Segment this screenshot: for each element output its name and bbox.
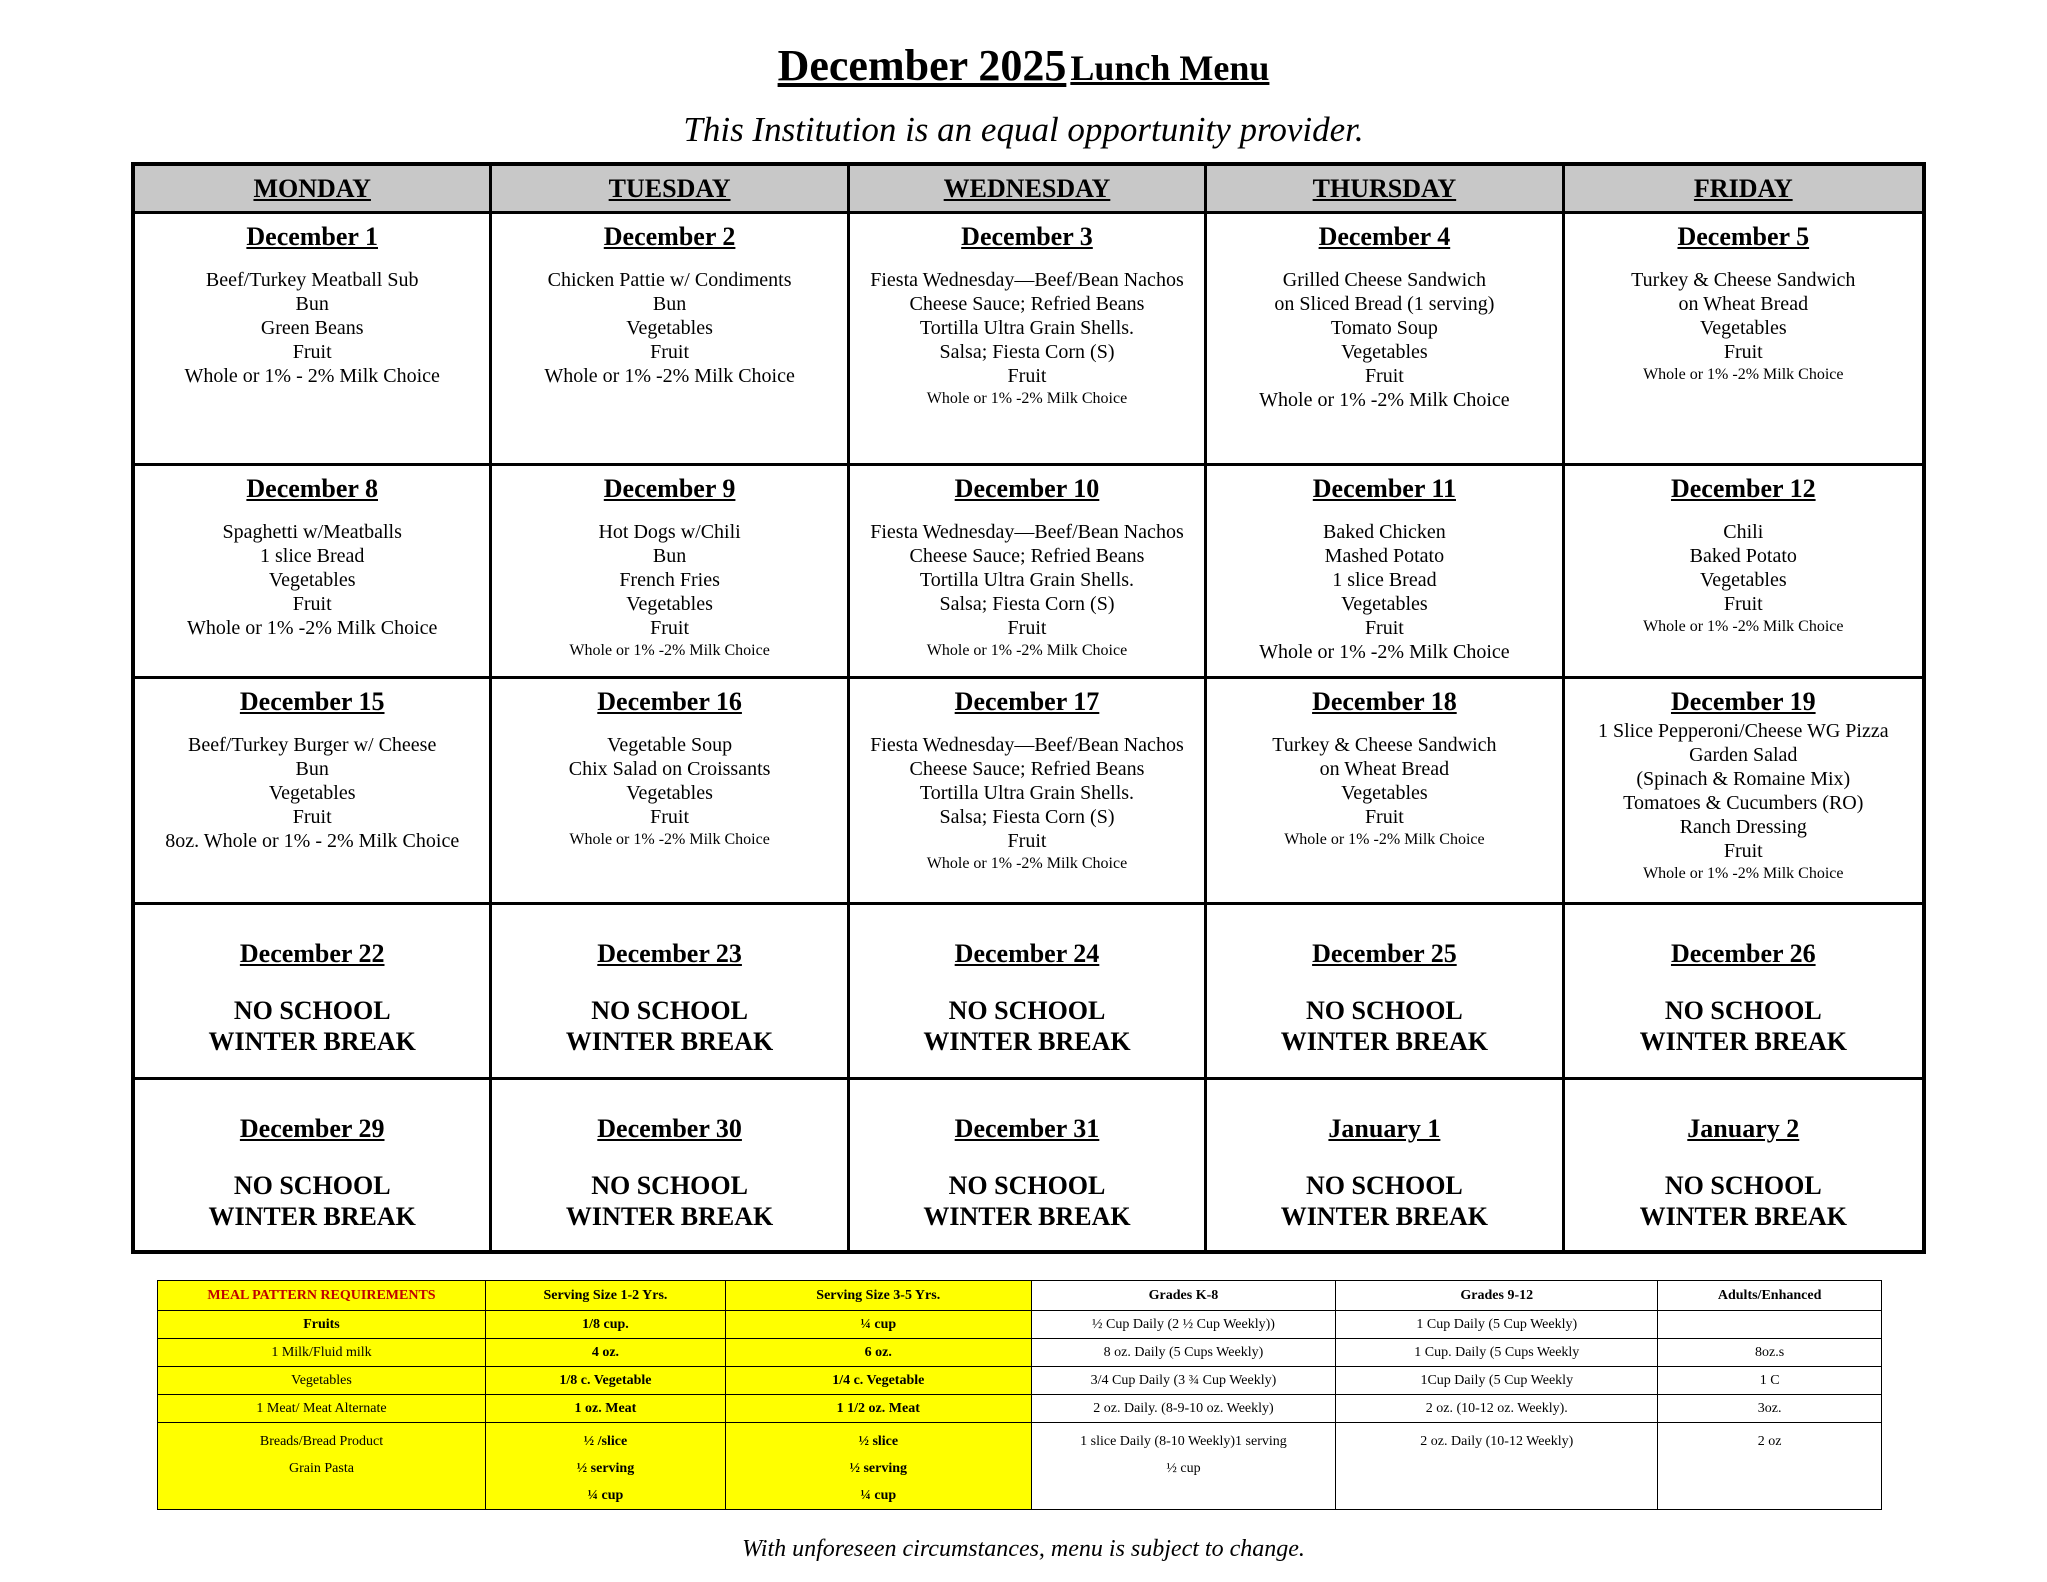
menu-item: on Sliced Bread (1 serving) xyxy=(1274,293,1495,315)
requirements-header-cell: Grades K-8 xyxy=(1031,1281,1336,1311)
day-header-label: FRIDAY xyxy=(1693,173,1793,203)
menu-day-cell xyxy=(1565,466,1922,679)
menu-item: Whole or 1% -2% Milk Choice xyxy=(1259,389,1510,411)
no-school-cell xyxy=(492,905,849,1080)
menu-item: Bun xyxy=(295,758,329,780)
menu-item: Fruit xyxy=(1007,365,1047,387)
menu-item: Fruit xyxy=(1364,806,1404,828)
menu-item: Baked Chicken xyxy=(1323,521,1446,543)
no-school-text: NO SCHOOL xyxy=(233,996,391,1025)
menu-day-cell xyxy=(135,679,492,905)
menu-item: Turkey & Cheese Sandwich xyxy=(1272,734,1497,756)
menu-item: Tortilla Ultra Grain Shells. xyxy=(919,782,1135,804)
menu-date: December 15 xyxy=(239,687,385,716)
menu-day-cell xyxy=(850,679,1207,905)
requirements-cell xyxy=(1658,1311,1882,1339)
menu-item: Baked Potato xyxy=(1689,545,1797,567)
milk-choice: Whole or 1% -2% Milk Choice xyxy=(926,642,1128,659)
day-header-wednesday xyxy=(850,166,1207,214)
menu-item: Salsa; Fiesta Corn (S) xyxy=(939,593,1115,615)
menu-item: Beef/Turkey Burger w/ Cheese xyxy=(188,734,437,756)
no-school-text: NO SCHOOL xyxy=(1664,996,1822,1025)
menu-date: December 3 xyxy=(961,222,1093,251)
menu-item: Mashed Potato xyxy=(1324,545,1445,567)
menu-item: Chili xyxy=(1723,521,1764,543)
menu-item: Fruit xyxy=(292,341,332,363)
no-school-text: WINTER BREAK xyxy=(1639,1202,1847,1231)
requirements-cell-line: ½ serving xyxy=(849,1461,908,1476)
menu-date: December 31 xyxy=(954,1114,1100,1143)
day-header-label: MONDAY xyxy=(253,173,371,203)
menu-item: Fruit xyxy=(650,806,690,828)
menu-day-cell xyxy=(1207,679,1564,905)
menu-day-cell xyxy=(850,466,1207,679)
menu-item: Bun xyxy=(295,293,329,315)
requirements-cell: 3oz. xyxy=(1658,1395,1882,1423)
menu-calendar xyxy=(131,162,1926,1254)
day-header-friday xyxy=(1565,166,1922,214)
menu-day-cell xyxy=(135,466,492,679)
menu-item: Tomatoes & Cucumbers (RO) xyxy=(1623,792,1864,814)
menu-date: December 22 xyxy=(239,939,385,968)
requirements-row xyxy=(158,1423,1882,1510)
requirements-cell: 1/8 cup. xyxy=(485,1311,725,1339)
day-header-label: WEDNESDAY xyxy=(943,173,1111,203)
page-subtitle: This Institution is an equal opportunity provider. xyxy=(683,110,1364,149)
menu-item: Whole or 1% -2% Milk Choice xyxy=(544,365,795,387)
menu-item: on Wheat Bread xyxy=(1319,758,1450,780)
menu-item: Vegetables xyxy=(626,317,713,339)
menu-date: December 12 xyxy=(1670,474,1816,503)
menu-date: December 9 xyxy=(603,474,736,503)
requirements-cell: Fruits xyxy=(158,1311,486,1339)
no-school-text: NO SCHOOL xyxy=(591,1171,748,1200)
menu-item: Chicken Pattie w/ Condiments xyxy=(547,269,792,291)
menu-item: Fruit xyxy=(1007,830,1047,852)
menu-item: 1 slice Bread xyxy=(1332,569,1437,591)
menu-item: Fiesta Wednesday—Beef/Bean Nachos xyxy=(870,269,1184,291)
milk-choice: Whole or 1% -2% Milk Choice xyxy=(569,831,770,848)
menu-item: Spaghetti w/Meatballs xyxy=(222,521,402,543)
menu-item: Fruit xyxy=(650,617,690,639)
menu-date: December 26 xyxy=(1670,939,1816,968)
page-title xyxy=(0,41,2047,90)
menu-date: December 8 xyxy=(246,474,378,503)
menu-item: Fruit xyxy=(1364,617,1404,639)
requirements-cell xyxy=(485,1423,725,1510)
menu-item: on Wheat Bread xyxy=(1678,293,1809,315)
menu-item: French Fries xyxy=(619,569,720,591)
requirements-cell: Vegetables xyxy=(158,1367,486,1395)
requirements-header-cell: Adults/Enhanced xyxy=(1658,1281,1882,1311)
menu-item: Fruit xyxy=(1723,341,1763,363)
requirements-header-cell: Serving Size 3-5 Yrs. xyxy=(725,1281,1031,1311)
menu-item: Fiesta Wednesday—Beef/Bean Nachos xyxy=(870,734,1184,756)
requirements-cell-line: ½ /slice xyxy=(583,1434,628,1449)
requirements-row xyxy=(158,1395,1882,1423)
no-school-cell xyxy=(1207,1080,1564,1250)
requirements-cell: 1 1/2 oz. Meat xyxy=(725,1395,1031,1423)
menu-item: Chix Salad on Croissants xyxy=(568,758,771,780)
requirements-row xyxy=(158,1367,1882,1395)
menu-day-cell xyxy=(1565,214,1922,466)
no-school-text: NO SCHOOL xyxy=(948,1171,1106,1200)
menu-item: Fruit xyxy=(292,806,332,828)
menu-item: Vegetables xyxy=(626,593,713,615)
day-header-label: TUESDAY xyxy=(608,173,731,203)
requirements-cell: 1 oz. Meat xyxy=(485,1395,725,1423)
meal-pattern-table xyxy=(157,1280,1882,1510)
menu-item: Vegetables xyxy=(268,782,356,804)
no-school-text: WINTER BREAK xyxy=(923,1027,1131,1056)
no-school-text: NO SCHOOL xyxy=(1306,996,1463,1025)
menu-item: Vegetables xyxy=(1699,569,1787,591)
menu-date: December 18 xyxy=(1312,687,1457,716)
menu-date: December 1 xyxy=(246,222,378,251)
no-school-text: NO SCHOOL xyxy=(1664,1171,1822,1200)
no-school-cell xyxy=(850,905,1207,1080)
menu-date: December 11 xyxy=(1312,474,1456,503)
day-header-thursday xyxy=(1207,166,1564,214)
menu-item: Fruit xyxy=(292,593,332,615)
menu-date: December 24 xyxy=(954,939,1100,968)
menu-date: December 10 xyxy=(954,474,1100,503)
requirements-cell xyxy=(1031,1423,1336,1510)
menu-item: Tortilla Ultra Grain Shells. xyxy=(919,569,1135,591)
no-school-text: WINTER BREAK xyxy=(1280,1202,1489,1231)
menu-item: Fruit xyxy=(650,341,690,363)
menu-date: December 17 xyxy=(954,687,1100,716)
title-menu: Lunch Menu xyxy=(1070,48,1270,88)
no-school-text: NO SCHOOL xyxy=(233,1171,391,1200)
requirements-cell: 8oz.s xyxy=(1658,1339,1882,1367)
requirements-cell: 1 Milk/Fluid milk xyxy=(158,1339,486,1367)
requirements-cell: 1/8 c. Vegetable xyxy=(485,1367,725,1395)
requirements-cell: 6 oz. xyxy=(725,1339,1031,1367)
menu-item: Garden Salad xyxy=(1689,744,1798,766)
no-school-cell xyxy=(135,1080,492,1250)
menu-date: December 25 xyxy=(1312,939,1457,968)
menu-date: December 19 xyxy=(1670,687,1816,716)
menu-item: Salsa; Fiesta Corn (S) xyxy=(939,341,1115,363)
no-school-text: WINTER BREAK xyxy=(565,1202,774,1231)
menu-date: January 2 xyxy=(1687,1114,1800,1143)
menu-item: Tomato Soup xyxy=(1330,317,1438,339)
menu-item: Fruit xyxy=(1007,617,1047,639)
menu-day-cell xyxy=(1207,466,1564,679)
menu-day-cell xyxy=(1565,679,1922,905)
milk-choice: Whole or 1% -2% Milk Choice xyxy=(1643,865,1844,882)
requirements-header-cell: Serving Size 1-2 Yrs. xyxy=(485,1281,725,1311)
requirements-cell-line: 2 oz. Daily (10-12 Weekly) xyxy=(1420,1434,1574,1449)
milk-choice: Whole or 1% -2% Milk Choice xyxy=(1284,831,1485,848)
menu-item: Fiesta Wednesday—Beef/Bean Nachos xyxy=(870,521,1184,543)
menu-date: December 29 xyxy=(239,1114,385,1143)
no-school-text: WINTER BREAK xyxy=(923,1202,1131,1231)
milk-choice: Whole or 1% -2% Milk Choice xyxy=(1643,366,1844,383)
menu-day-cell xyxy=(492,466,849,679)
no-school-text: NO SCHOOL xyxy=(948,996,1106,1025)
requirements-cell xyxy=(1336,1423,1658,1510)
menu-item: Whole or 1% -2% Milk Choice xyxy=(1259,641,1510,663)
menu-item: Vegetables xyxy=(1699,317,1787,339)
requirements-row xyxy=(158,1311,1882,1339)
menu-item: Ranch Dressing xyxy=(1679,816,1807,838)
no-school-cell xyxy=(1565,1080,1922,1250)
no-school-cell xyxy=(135,905,492,1080)
milk-choice: Whole or 1% -2% Milk Choice xyxy=(926,855,1128,872)
no-school-cell xyxy=(492,1080,849,1250)
menu-item: Vegetables xyxy=(1341,341,1428,363)
no-school-text: NO SCHOOL xyxy=(1306,1171,1463,1200)
no-school-text: NO SCHOOL xyxy=(591,996,748,1025)
no-school-text: WINTER BREAK xyxy=(208,1027,416,1056)
milk-choice: Whole or 1% -2% Milk Choice xyxy=(569,642,770,659)
menu-item: Green Beans xyxy=(260,317,364,339)
requirements-cell-line: Breads/Bread Product xyxy=(259,1434,384,1449)
milk-choice: Whole or 1% -2% Milk Choice xyxy=(1643,618,1844,635)
no-school-text: WINTER BREAK xyxy=(208,1202,416,1231)
menu-item: Cheese Sauce; Refried Beans xyxy=(909,758,1145,780)
no-school-text: WINTER BREAK xyxy=(1280,1027,1489,1056)
menu-item: Bun xyxy=(652,545,687,567)
requirements-cell: ½ Cup Daily (2 ½ Cup Weekly)) xyxy=(1031,1311,1336,1339)
menu-item: (Spinach & Romaine Mix) xyxy=(1636,768,1851,790)
menu-item: Fruit xyxy=(1723,593,1763,615)
menu-date: December 5 xyxy=(1677,222,1810,251)
requirements-cell xyxy=(158,1423,486,1510)
requirements-cell: 4 oz. xyxy=(485,1339,725,1367)
menu-date: December 16 xyxy=(597,687,742,716)
menu-item: Whole or 1% - 2% Milk Choice xyxy=(184,365,440,387)
requirements-cell: 1 Cup. Daily (5 Cups Weekly xyxy=(1336,1339,1658,1367)
menu-day-cell xyxy=(1207,214,1564,466)
menu-date: January 1 xyxy=(1328,1114,1441,1143)
menu-item: Cheese Sauce; Refried Beans xyxy=(909,293,1145,315)
requirements-header-cell: MEAL PATTERN REQUIREMENTS xyxy=(158,1281,486,1311)
menu-item: Vegetables xyxy=(268,569,356,591)
menu-item: 8oz. Whole or 1% - 2% Milk Choice xyxy=(165,830,460,852)
menu-day-cell xyxy=(850,214,1207,466)
menu-date: December 2 xyxy=(603,222,736,251)
requirements-cell-line: 2 oz xyxy=(1757,1434,1782,1449)
day-header-monday xyxy=(135,166,492,214)
requirements-cell-line: ½ serving xyxy=(576,1461,635,1476)
menu-day-cell xyxy=(492,679,849,905)
no-school-cell xyxy=(850,1080,1207,1250)
menu-item: Fruit xyxy=(1364,365,1404,387)
requirements-cell: ¼ cup xyxy=(725,1311,1031,1339)
menu-item: Vegetables xyxy=(626,782,713,804)
no-school-text: WINTER BREAK xyxy=(565,1027,774,1056)
menu-date: December 23 xyxy=(597,939,742,968)
requirements-cell-line: ¼ cup xyxy=(860,1488,897,1503)
menu-date: December 4 xyxy=(1318,222,1451,251)
requirements-cell-line: ½ cup xyxy=(1166,1461,1201,1476)
milk-choice: Whole or 1% -2% Milk Choice xyxy=(926,390,1128,407)
requirements-cell: 2 oz. Daily. (8-9-10 oz. Weekly) xyxy=(1031,1395,1336,1423)
requirements-cell: 1 C xyxy=(1658,1367,1882,1395)
menu-item: 1 Slice Pepperoni/Cheese WG Pizza xyxy=(1597,720,1889,742)
menu-item: Tortilla Ultra Grain Shells. xyxy=(919,317,1135,339)
menu-item: Vegetables xyxy=(1341,782,1428,804)
footer-note: With unforeseen circumstances, menu is subject to change. xyxy=(742,1536,1305,1562)
requirements-cell: 1 Meat/ Meat Alternate xyxy=(158,1395,486,1423)
menu-item: Salsa; Fiesta Corn (S) xyxy=(939,806,1115,828)
menu-item: Fruit xyxy=(1723,840,1763,862)
requirements-cell: 1 Cup Daily (5 Cup Weekly) xyxy=(1336,1311,1658,1339)
requirements-cell: 3/4 Cup Daily (3 ¾ Cup Weekly) xyxy=(1031,1367,1336,1395)
requirements-header-row xyxy=(158,1281,1882,1311)
requirements-cell: 2 oz. (10-12 oz. Weekly). xyxy=(1336,1395,1658,1423)
day-header-label: THURSDAY xyxy=(1312,173,1457,203)
requirements-header-cell: Grades 9-12 xyxy=(1336,1281,1658,1311)
menu-item: Grilled Cheese Sandwich xyxy=(1282,269,1487,291)
requirements-cell: 1Cup Daily (5 Cup Weekly xyxy=(1336,1367,1658,1395)
menu-item: 1 slice Bread xyxy=(259,545,365,567)
menu-item: Vegetable Soup xyxy=(607,734,733,756)
menu-item: Hot Dogs w/Chili xyxy=(598,521,741,543)
requirements-cell-line: Grain Pasta xyxy=(289,1461,354,1476)
requirements-cell-line: ½ slice xyxy=(858,1434,899,1449)
menu-item: Bun xyxy=(652,293,687,315)
requirements-cell xyxy=(725,1423,1031,1510)
menu-item: Whole or 1% -2% Milk Choice xyxy=(186,617,438,639)
requirements-cell: 8 oz. Daily (5 Cups Weekly) xyxy=(1031,1339,1336,1367)
no-school-cell xyxy=(1207,905,1564,1080)
requirements-cell-line: ¼ cup xyxy=(587,1488,624,1503)
menu-item: Cheese Sauce; Refried Beans xyxy=(909,545,1145,567)
no-school-text: WINTER BREAK xyxy=(1639,1027,1847,1056)
day-header-tuesday xyxy=(492,166,849,214)
menu-item: Beef/Turkey Meatball Sub xyxy=(205,269,419,291)
requirements-row xyxy=(158,1339,1882,1367)
menu-item: Turkey & Cheese Sandwich xyxy=(1631,269,1856,291)
title-month: December 2025 xyxy=(777,41,1067,90)
requirements-cell: 1/4 c. Vegetable xyxy=(725,1367,1031,1395)
menu-day-cell xyxy=(492,214,849,466)
menu-item: Vegetables xyxy=(1341,593,1428,615)
no-school-cell xyxy=(1565,905,1922,1080)
requirements-cell-line: 1 slice Daily (8-10 Weekly)1 serving xyxy=(1080,1434,1287,1449)
requirements-cell xyxy=(1658,1423,1882,1510)
menu-day-cell xyxy=(135,214,492,466)
menu-date: December 30 xyxy=(597,1114,742,1143)
